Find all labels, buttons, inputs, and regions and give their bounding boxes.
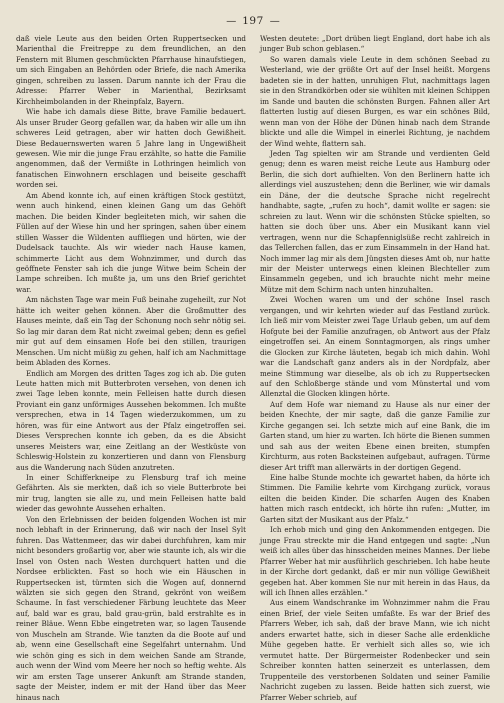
right-paragraph-1: Westen deutete: „Dort drüben liegt England, dort habe ich als junger Bub schon geblasen.“ [260, 34, 490, 54]
left-paragraph-1: daß viele Leute aus den beiden Orten Ruppertsecken und Marienthal die Freitreppe zu dem freundlichen, an den Fenstern mit Blumen geschmückten Pfarrhause hinaufstiegen, um sich Eingaben an Behörden oder Briefe, die nach Amerika gingen, schreiben zu lassen. Darum nannte ich der Frau die Adresse: Pfarrer Weber in Marienthal, Bezirksamt Kirchheimbolanden in der Rheinpfalz, Bayern. [16, 34, 246, 106]
left-paragraph-3: Am Abend konnte ich, auf einen kräftigen Stock gestützt, wenn auch hinkend, einen kleinen Gang um das Gehöft machen. Die beiden Kinder begleiteten mich, wir sahen die Füllen auf der Wiese hin und her springen, sahen über einem stillen Wasser die Wildenten auffliegen und hörten, wie der Dudelsack tauchte. Als wir wieder nach Hause kamen, schimmerte Licht aus dem Wohnzimmer, und durch das geöffnete Fenster sah ich die junge Witwe beim Schein der Lampe schreiben. Ich mußte ja, um uns den Brief gerichtet war. [16, 190, 246, 294]
right-paragraph-5: Auf dem Hofe war niemand zu Hause als nur einer der beiden Knechte, der mir sagte, daß die ganze Familie zur Kirche gegangen sei. Ich setzte mich auf eine Bank, die im Garten stand, um hier zu warten. Ich hörte die Bienen summen und sah aus der weiten Ebene einen breiten, stumpfen Kirchturm, aus roten Backsteinen aufgebaut, aufragen. Türme dieser Art trifft man allerwärts in der dortigen Gegend. [260, 399, 490, 472]
left-paragraph-5: Endlich am Morgen des dritten Tages zog ich ab. Die guten Leute hatten mich mit Butterbroten versehen, von denen ich zwei Tage leben konnte, mein Felleisen hatte durch diesen Proviant ein ganz unförmiges Aussehen bekommen. Ich mußte versprechen, etwa in 14 Tagen wiederzukommen, um zu hören, was für eine Antwort aus der Pfalz eingetroffen sei. Dieses Versprechen konnte ich geben, da es die Absicht unseres Meisters war, eine Zeitlang an der Westküste von Schleswig-Holstein zu konzertieren und dann von Flensburg aus die Wanderung nach Süden anzutreten. [16, 368, 246, 472]
right-column [260, 34, 490, 703]
page-number: 197 [242, 15, 264, 27]
left-paragraph-6: In einer Schifferkneipe zu Flensburg traf ich meine Gefährten. Als sie merkten, daß ich so viele Butterbrote bei mir trug, langten sie alle zu, und mein Felleisen hatte bald wieder das gewohnte Aussehen erhalten. [16, 473, 246, 514]
page-header [16, 14, 490, 28]
text-columns [16, 34, 490, 703]
left-paragraph-7: Von den Erlebnissen der beiden folgenden Wochen ist mir noch lebhaft in der Erinnerung, daß wir nach der Insel Sylt fuhren. Das Wattenmeer, das wir dabei durchfuhren, kam mir nicht besonders großartig vor, aber wie staunte ich, als wir die Insel von Osten nach Westen durchquert hatten und die Nordsee erblickten. Fast so hoch wie ein Häuschen in Ruppertsecken ist, türmten sich die Wogen auf, donnernd wälzten sie sich gegen den Strand, gekrönt von weißem Schaume. In fast verschiedener Färbung leuchtete das Meer auf, bald war es grau, bald grau-grün, bald erstrahlte es in reiner Bläue. Wenn Ebbe eingetreten war, so lagen Tausende von Muscheln am Strande. Wie tanzten da die Boote auf und ab, wenn eine Gesellschaft eine Segelfahrt unternahm. Und wie schön ging es sich in dem weichen Sande am Strande, auch wenn der Wind vom Meere her noch so heftig wehte. Als wir am ersten Tage unserer Ankunft am Strande standen, sagte der Meister, indem er mit der Hand über das Meer hinaus nach [16, 514, 246, 702]
header-dash-right: — [269, 15, 280, 27]
right-paragraph-7: Ich erhob mich und ging den Ankommenden entgegen. Die junge Frau streckte mir die Hand entgegen und sagte: „Nun weiß ich alles über das hinsscheiden meines Mannes. Der liebe Pfarrer Weber hat mir ausführlich geschrieben. Ich habe heute in der Kirche dort gedankt, daß er mir nun völlige Gewißheit gegeben hat. Aber kommen Sie nur mit herein in das Haus, da will ich Ihnen alles erzählen.“ [260, 525, 490, 598]
right-paragraph-6: Eine halbe Stunde mochte ich gewartet haben, da hörte ich Stimmen. Die Familie kehrte vom Kirchgang zurück, voraus eilten die beiden Kinder. Die scharfen Augen des Knaben hatten mich rasch entdeckt, ich hörte ihn rufen: „Mutter, im Garten sitzt der Musikant aus der Pfalz.“ [260, 473, 490, 524]
left-paragraph-2: Wie habe ich damals diese Bitte, brave Familie bedauert. Als unser Bruder Georg gefallen war, da haben wir alle um ihn schweres Leid getragen, aber wir hatten doch Gewißheit. Diese Bedauernswerten waren 5 Jahre lang in Ungewißheit gewesen. Wie mir die junge Frau erzählte, so hatte die Familie angenommen, daß der Vermißte in Lothringen heimlich von fanatischen Einwohnern erschlagen und beiseite geschafft worden sei. [16, 107, 246, 190]
right-paragraph-4: Zwei Wochen waren um und der schöne Insel rasch vergangen, und wir kehrten wieder auf das Festland zurück. Ich ließ mir vom Meister zwei Tage Urlaub geben, um auf dem Hofgute bei der Familie anzufragen, ob Antwort aus der Pfalz eingetroffen sei. An einem Sonntagmorgen, als rings umher die Glocken zur Kirche läuteten, begab ich mich dahin. Wohl war die Landschaft ganz anders als in der Nordpfalz, aber meine Stimmung war dieselbe, als ob ich zu Ruppertsecken auf den Schloßberge stände und vom Münstertal und vom Allenztal die Glocken klingen hörte. [260, 295, 490, 399]
left-paragraph-4: Am nächsten Tage war mein Fuß beinahe zugeheilt, zur Not hätte ich weiter gehen können. Aber die Großmutter des Hauses meinte, daß ein Tag der Schonung noch sehr nötig sei. So lag mir daran dem Rat nicht zweimal geben; denn es gefiel mir gut auf dem einsamen Hofe bei den stillen, traurigen Menschen. Um nicht müßig zu gehen, half ich am Nachmittage beim Abladen des Kornes. [16, 295, 246, 368]
left-column [16, 34, 246, 703]
right-paragraph-2: So waren damals viele Leute in dem schönen Seebad zu Westerland, wie der größte Ort auf der Insel heißt. Morgens badeten sie in der hatten, unruhigen Flut, nachmittags lagen sie in den Strandkörben oder sie wühlten mit kleinen Schippen im Sande und bauten die schönsten Burgen. Fahnen aller Art flatterten lustig auf diesen Burgen, es war ein schönes Bild, wenn man von der Höhe der Dünen hinab nach dem Strande blickte und alle die Wimpel in einerlei Richtung, je nachdem der Wind wehte, flattern sah. [260, 54, 490, 148]
header-dash-left: — [226, 15, 237, 27]
right-paragraph-8: Aus einem Wandschranke im Wohnzimmer nahm die Frau einen Brief, der viele Seiten umfaßte. Es war der Brief des Pfarrers Weber, ich sah, daß der brave Mann, wie ich nicht anders erwartet hatte, sich in dieser Sache alle erdenkliche Mühe gegeben hatte. Er verhielt sich alles so, wie ich vermutet hatte. Der Bürgermeister Rodenbecker und sein Schreiber konnten hatten seinerzeit es unterlassen, dem Truppenteile des verstorbenen Soldaten und seiner Familie Nachricht zugeben zu lassen. Beide hatten sich zuerst, wie Pfarrer Weber schrieb, auf [260, 598, 490, 702]
right-paragraph-3: Jeden Tag spielten wir am Strande und verdienten Geld genug; denn es waren meist reiche Leute aus Hamburg oder Berlin, die sich dort aufhielten. Von den Berlinern hatte ich allerdings viel auszustehen; denn die Berliner, wie wir damals ein Däne, der die deutsche Sprache nicht regelrecht handhabte, sagte, „rufen zu hoch“, damit wollte er sagen: sie schreien zu laut. Wenn wir die schönsten Stücke spielten, so hatten sie doch über uns. Aber ein Musikant kann viel vertragen, wenn nur die Schapfenniglsüße recht zahlreich in das Tellerchen fallen, das er zum Einsammeln in der Hand hat. Noch immer lag mir als dem Jüngsten dieses Amt ob, nur hatte mir der Meister unterwegs einen kleinen Blechteller zum Einsammeln gegeben, und ich brauchte nicht mehr meine Mütze mit dem Schirm nach unten hinzuhalten. [260, 148, 490, 294]
